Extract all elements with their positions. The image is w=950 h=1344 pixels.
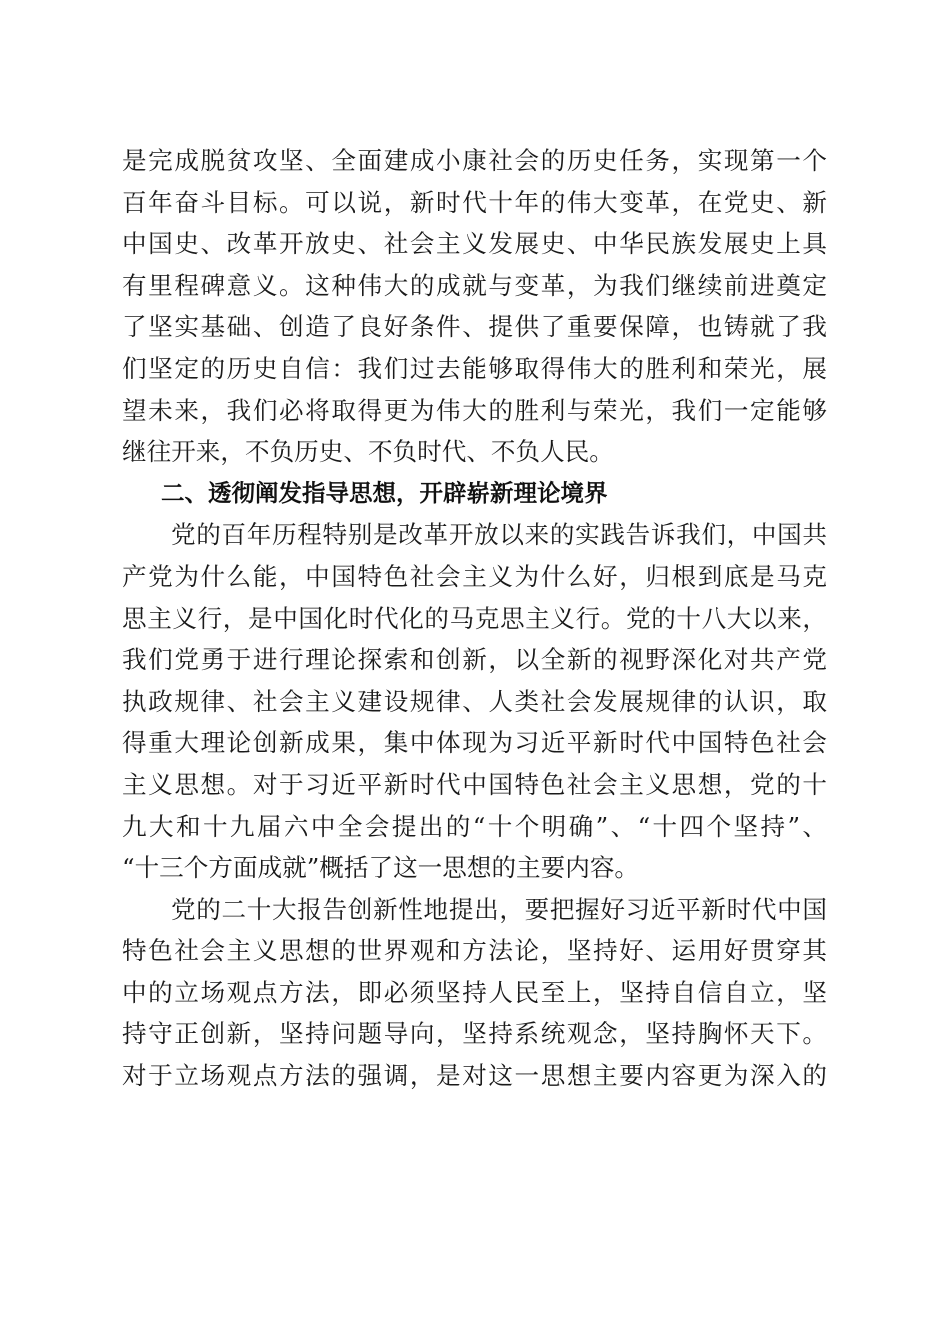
paragraph-methodology [122,889,827,1097]
text-line: 有里程碑意义。这种伟大的成就与变革，为我们继续前进奠定 [122,270,827,300]
paragraph-theory [122,514,827,888]
section-heading: 二、透彻阐发指导思想，开辟崭新理论境界 [161,478,608,507]
text-line: 百年奋斗目标。可以说，新时代十年的伟大变革，在党史、新 [122,187,827,217]
text-line: 九大和十九届六中全会提出的“十个明确”、“十四个坚持”、 [122,811,827,841]
text-line: 产党为什么能，中国特色社会主义为什么好，归根到底是马克 [122,561,827,591]
paragraph-continued [122,140,827,473]
text-line: 了坚实基础、创造了良好条件、提供了重要保障，也铸就了我 [122,312,827,342]
text-line: 继往开来，不负历史、不负时代、不负人民。 [122,437,614,467]
text-line: 特色社会主义思想的世界观和方法论，坚持好、运用好贯穿其 [122,936,827,966]
text-line: 党的百年历程特别是改革开放以来的实践告诉我们，中国共 [171,520,827,550]
text-line: 持守正创新，坚持问题导向，坚持系统观念，坚持胸怀天下。 [122,1019,827,1049]
text-line: 中的立场观点方法，即必须坚持人民至上，坚持自信自立，坚 [122,977,827,1007]
text-line: 是完成脱贫攻坚、全面建成小康社会的历史任务，实现第一个 [122,146,827,175]
body-text [122,140,827,1097]
text-line: 思主义行，是中国化时代化的马克思主义行。党的十八大以来， [122,603,827,633]
text-line: 党的二十大报告创新性地提出，要把握好习近平新时代中国 [171,894,827,924]
text-line: 们坚定的历史自信：我们过去能够取得伟大的胜利和荣光，展 [122,353,827,383]
text-line: 执政规律、社会主义建设规律、人类社会发展规律的认识，取 [122,686,827,716]
text-line: “十三个方面成就”概括了这一思想的主要内容。 [122,853,640,883]
text-line: 望未来，我们必将取得更为伟大的胜利与荣光，我们一定能够 [122,395,827,425]
text-line: 主义思想。对于习近平新时代中国特色社会主义思想，党的十 [122,769,827,799]
text-line: 我们党勇于进行理论探索和创新，以全新的视野深化对共产党 [122,645,827,675]
text-line: 得重大理论创新成果，集中体现为习近平新时代中国特色社会 [122,728,827,758]
text-line: 中国史、改革开放史、社会主义发展史、中华民族发展史上具 [122,229,827,259]
text-line: 对于立场观点方法的强调，是对这一思想主要内容更为深入的 [122,1061,827,1091]
